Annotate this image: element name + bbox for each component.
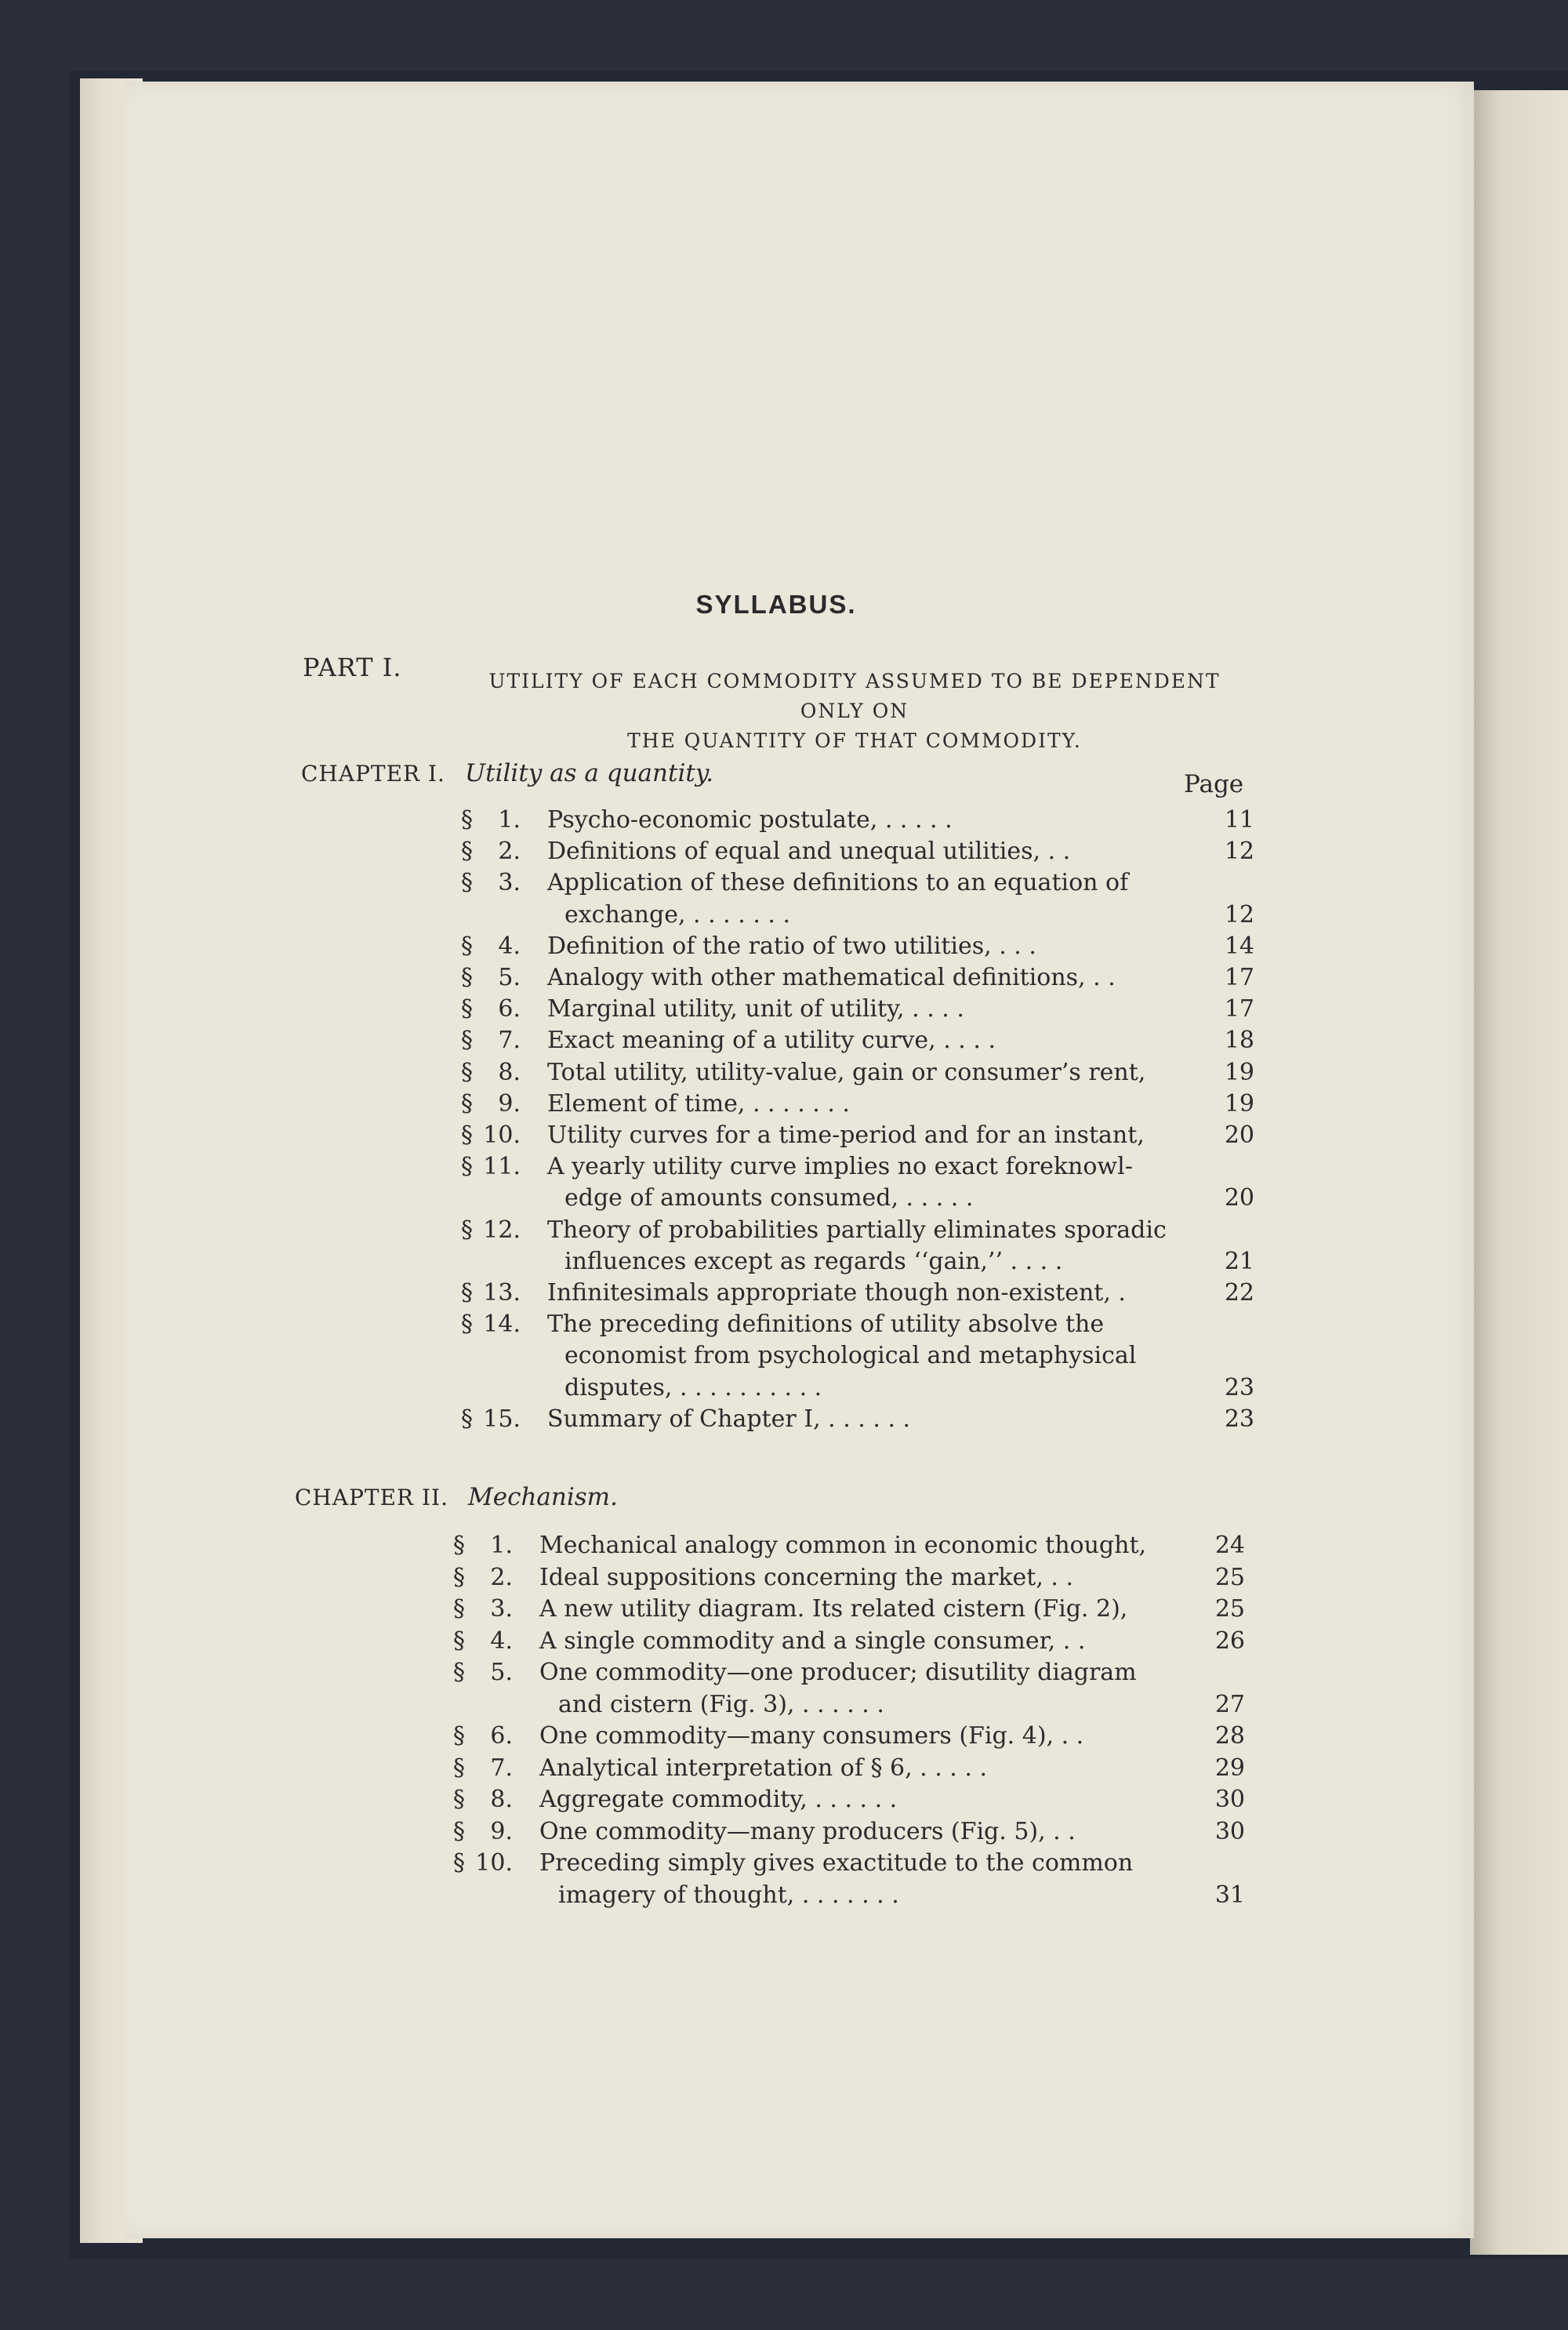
toc-entry-line [461, 1309, 1262, 1340]
section-title: Application of these definitions to an equation of [547, 869, 1129, 897]
section-page-number: 23 [1224, 1373, 1254, 1401]
toc-entry-line [453, 1816, 1253, 1848]
toc-entry-line [461, 867, 1262, 899]
toc-entry-line [461, 1340, 1262, 1372]
section-symbol: § [461, 838, 473, 866]
toc-entry-line [453, 1657, 1253, 1688]
section-number: 2. [490, 1563, 513, 1591]
section-number: 5. [498, 964, 521, 991]
section-number: 7. [490, 1754, 513, 1782]
toc-entry-line [461, 1278, 1262, 1309]
section-symbol: § [461, 1027, 473, 1055]
section-symbol: § [453, 1849, 465, 1877]
section-number: 1. [490, 1532, 513, 1559]
toc-entry-line [461, 1404, 1262, 1435]
section-number: 6. [498, 995, 521, 1023]
section-page-number: 25 [1214, 1595, 1245, 1623]
toc-entry-line [461, 1057, 1262, 1089]
chapter-2-title: Mechanism. [468, 1483, 618, 1511]
section-title: Summary of Chapter I, . . . . . . [547, 1405, 911, 1433]
part-description-line-2: THE QUANTITY OF THAT COMMODITY. [627, 729, 1082, 752]
section-page-number: 19 [1224, 1058, 1254, 1086]
section-symbol: § [453, 1722, 465, 1750]
section-title: One commodity—many consumers (Fig. 4), . . [539, 1722, 1084, 1750]
section-page-number: 23 [1224, 1405, 1254, 1433]
toc-entry-line [461, 962, 1262, 994]
section-symbol: § [461, 1121, 473, 1149]
section-number: 12. [483, 1216, 521, 1244]
section-symbol: § [461, 1089, 473, 1118]
toc-entry-line [461, 1120, 1262, 1151]
section-number: 8. [490, 1786, 513, 1813]
section-number: 4. [490, 1627, 513, 1655]
section-title: Definitions of equal and unequal utilities, . . [547, 838, 1071, 866]
section-symbol: § [461, 1279, 473, 1307]
toc-entry-line [453, 1784, 1253, 1816]
section-page-number: 11 [1224, 806, 1254, 834]
section-number: 2. [498, 838, 521, 866]
section-page-number: 29 [1214, 1754, 1245, 1782]
section-title: exchange, . . . . . . . [564, 900, 791, 929]
section-symbol: § [461, 964, 473, 991]
section-symbol: § [453, 1786, 465, 1813]
section-number: 10. [483, 1121, 521, 1149]
toc-entry-line [461, 1246, 1262, 1278]
toc-entry-line [453, 1880, 1253, 1911]
section-page-number: 20 [1224, 1184, 1254, 1212]
section-title: disputes, . . . . . . . . . . [564, 1373, 822, 1401]
section-page-number: 12 [1224, 838, 1254, 866]
chapter-1-label: CHAPTER I. [301, 761, 445, 787]
section-title: influences except as regards ‘‘gain,’’ . . . . [564, 1247, 1063, 1275]
section-symbol: § [461, 869, 473, 897]
section-title: Definition of the ratio of two utilities, . . . [547, 932, 1036, 960]
section-number: 4. [498, 932, 521, 960]
section-page-number: 27 [1214, 1690, 1245, 1718]
part-description-line-1: UTILITY OF EACH COMMODITY ASSUMED TO BE DEPENDENT ONLY ON [488, 670, 1221, 722]
section-title: Mechanical analogy common in economic thought, [539, 1532, 1147, 1559]
toc-entry-line [453, 1594, 1253, 1625]
section-title: Aggregate commodity, . . . . . . [539, 1786, 898, 1813]
section-number: 3. [498, 869, 521, 897]
section-symbol: § [453, 1563, 465, 1591]
chapter-2-label: CHAPTER II. [295, 1485, 449, 1510]
section-symbol: § [461, 1310, 473, 1339]
section-page-number: 20 [1224, 1121, 1254, 1149]
section-title: One commodity—one producer; disutility diagram [539, 1659, 1137, 1686]
section-page-number: 17 [1224, 964, 1254, 991]
toc-entry-line [453, 1562, 1253, 1594]
section-symbol: § [453, 1659, 465, 1686]
section-symbol: § [461, 932, 473, 960]
section-number: 1. [498, 806, 521, 834]
section-title: Total utility, utility-value, gain or consumer’s rent, [547, 1058, 1146, 1086]
section-number: 9. [490, 1817, 513, 1845]
toc-entry-line [461, 1089, 1262, 1120]
section-title: Preceding simply gives exactitude to the common [539, 1849, 1134, 1877]
section-page-number: 30 [1214, 1786, 1245, 1813]
toc-entry-line [453, 1848, 1253, 1879]
page-column-header: Page [1184, 770, 1244, 798]
section-title: Exact meaning of a utility curve, . . . . [547, 1027, 996, 1055]
section-number: 14. [483, 1310, 521, 1339]
section-title: and cistern (Fig. 3), . . . . . . [558, 1690, 884, 1718]
toc-entry-line [461, 1151, 1262, 1183]
section-title: The preceding definitions of utility absolve the [547, 1310, 1105, 1339]
toc-entry-line [461, 805, 1262, 836]
toc-entry-line [461, 931, 1262, 962]
section-number: 5. [490, 1659, 513, 1686]
section-symbol: § [453, 1595, 465, 1623]
section-title: A single commodity and a single consumer, . . [539, 1627, 1086, 1655]
section-number: 7. [498, 1027, 521, 1055]
toc-entry-line [461, 900, 1262, 931]
section-page-number: 21 [1224, 1247, 1254, 1275]
section-number: 8. [498, 1058, 521, 1086]
section-page-number: 28 [1214, 1722, 1245, 1750]
section-title: A new utility diagram. Its related cistern (Fig. 2), [539, 1595, 1128, 1623]
section-page-number: 31 [1214, 1881, 1245, 1909]
toc-entry-line [461, 1215, 1262, 1246]
section-page-number: 18 [1224, 1027, 1254, 1055]
chapter-1-title: Utility as a quantity. [465, 759, 714, 787]
section-number: 6. [490, 1722, 513, 1750]
section-title: Analogy with other mathematical definitions, . . [547, 964, 1116, 991]
section-number: 13. [483, 1279, 521, 1307]
section-symbol: § [453, 1754, 465, 1782]
section-symbol: § [453, 1532, 465, 1559]
section-title: Infinitesimals appropriate though non-existent, . [547, 1279, 1126, 1307]
toc-entry-line [461, 1372, 1262, 1404]
section-symbol: § [461, 1405, 473, 1433]
section-page-number: 30 [1214, 1817, 1245, 1845]
section-title: Analytical interpretation of § 6, . . . . . [539, 1754, 987, 1782]
section-number: 15. [483, 1405, 521, 1433]
section-title: economist from psychological and metaphysical [564, 1342, 1137, 1370]
page-title: SYLLABUS. [695, 590, 857, 619]
section-title: Theory of probabilities partially eliminates sporadic [547, 1216, 1167, 1244]
section-symbol: § [453, 1627, 465, 1655]
section-title: edge of amounts consumed, . . . . . [564, 1184, 974, 1212]
section-title: A yearly utility curve implies no exact foreknowl- [547, 1153, 1133, 1181]
section-page-number: 25 [1214, 1563, 1245, 1591]
toc-entry-line [461, 994, 1262, 1025]
section-page-number: 12 [1224, 900, 1254, 929]
section-title: Element of time, . . . . . . . [547, 1089, 850, 1118]
section-symbol: § [461, 1058, 473, 1086]
part-description [455, 667, 1254, 756]
section-title: Marginal utility, unit of utility, . . . . [547, 995, 964, 1023]
toc-entry-line [461, 1025, 1262, 1056]
toc-entry-line [453, 1753, 1253, 1784]
section-symbol: § [461, 806, 473, 834]
section-page-number: 17 [1224, 995, 1254, 1023]
section-page-number: 19 [1224, 1089, 1254, 1118]
section-symbol: § [461, 995, 473, 1023]
section-title: imagery of thought, . . . . . . . [558, 1881, 899, 1909]
part-label: PART I. [303, 652, 402, 682]
toc-entry-line [453, 1626, 1253, 1657]
section-page-number: 26 [1214, 1627, 1245, 1655]
toc-entry-line [453, 1530, 1253, 1561]
section-page-number: 14 [1224, 932, 1254, 960]
section-title: Psycho-economic postulate, . . . . . [547, 806, 953, 834]
section-page-number: 22 [1224, 1279, 1254, 1307]
section-number: 11. [483, 1153, 521, 1181]
section-title: Ideal suppositions concerning the market, . . [539, 1563, 1074, 1591]
toc-entry-line [461, 836, 1262, 867]
toc-entry-line [453, 1689, 1253, 1721]
section-number: 9. [498, 1089, 521, 1118]
section-page-number: 24 [1214, 1532, 1245, 1559]
toc-entry-line [461, 1183, 1262, 1214]
section-title: One commodity—many producers (Fig. 5), . . [539, 1817, 1076, 1845]
section-number: 10. [475, 1849, 513, 1877]
section-symbol: § [461, 1153, 473, 1181]
toc-entry-line [453, 1721, 1253, 1752]
section-title: Utility curves for a time-period and for an instant, [547, 1121, 1145, 1149]
section-number: 3. [490, 1595, 513, 1623]
section-symbol: § [453, 1817, 465, 1845]
section-symbol: § [461, 1216, 473, 1244]
